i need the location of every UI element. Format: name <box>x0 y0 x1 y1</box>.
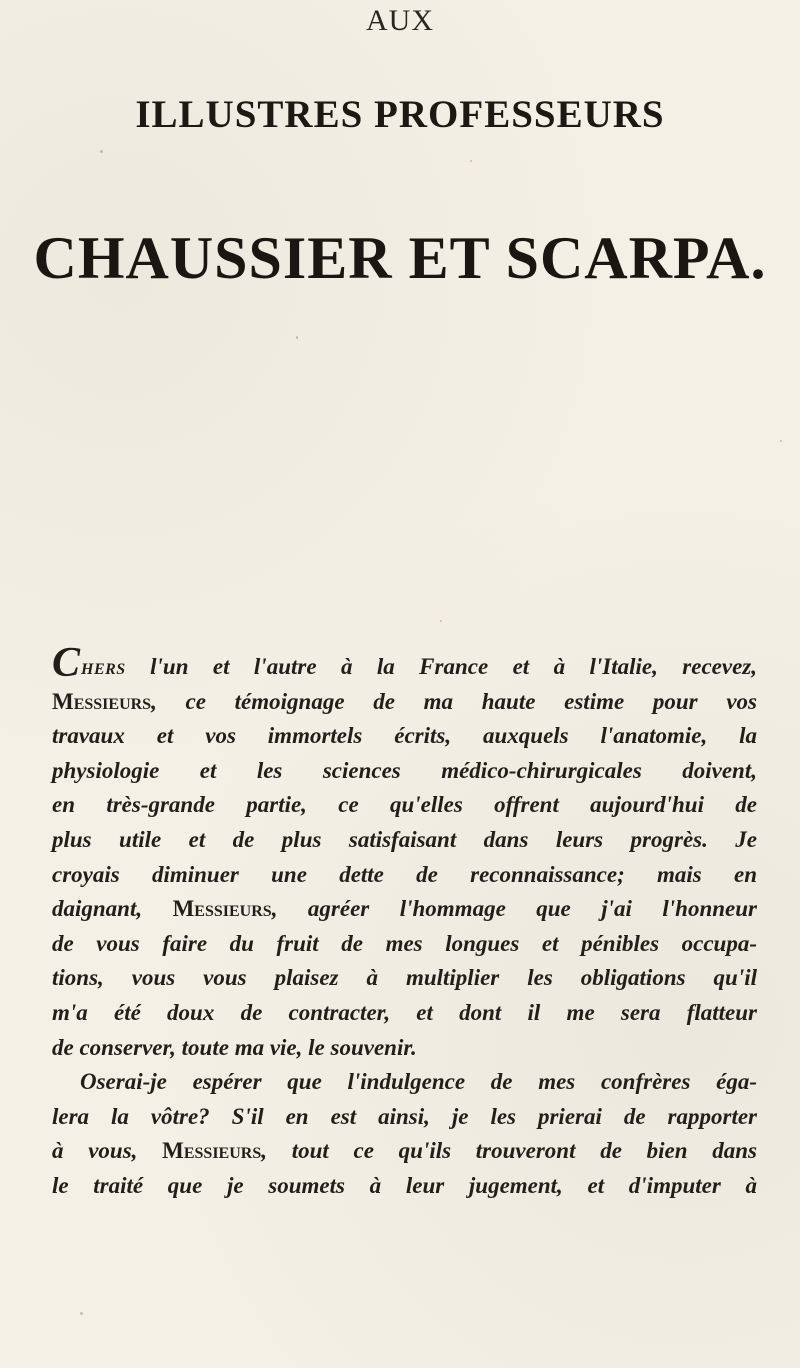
letter-line-11: m'a été doux de contracter, et dont il me sera flatteur <box>52 999 757 1025</box>
letter-line-15: à vous, Messieurs, tout ce qu'ils trouveront de bien dans <box>52 1138 757 1164</box>
letter-line-16: le traité que je soumets à leur jugement, et d'imputer à <box>52 1172 757 1198</box>
letter-line-6: plus utile et de plus satisfaisant dans leurs progrès. Je <box>52 826 757 852</box>
letter-line-4: physiologie et les sciences médico-chirurgicales doivent, <box>52 757 757 783</box>
letter-line-12: de conserver, toute ma vie, le souvenir. <box>52 1034 417 1060</box>
letter-line-5: en très-grande partie, ce qu'elles offrent aujourd'hui de <box>52 792 757 818</box>
dedication-letter <box>52 640 757 1204</box>
dedication-names: CHAUSSIER ET SCARPA. <box>33 225 767 291</box>
letter-line-13: Oserai-je espérer que l'indulgence de mes confrères éga- <box>80 1069 757 1095</box>
dedication-aux: AUX <box>366 4 434 37</box>
letter-line-2: Messieurs, ce témoignage de ma haute estime pour vos <box>52 688 757 714</box>
letter-line-8: daignant, Messieurs, agréer l'hommage que j'ai l'honneur <box>52 896 757 922</box>
letter-line-1: Chers l'un et l'autre à la France et à l'Italie, recevez, <box>52 640 757 686</box>
letter-line-7: croyais diminuer une dette de reconnaissance; mais en <box>52 861 757 887</box>
letter-line-3: travaux et vos immortels écrits, auxquels l'anatomie, la <box>52 723 757 749</box>
letter-line-9: de vous faire du fruit de mes longues et pénibles occupa- <box>52 930 757 956</box>
drop-cap: C <box>52 640 81 686</box>
dedication-subtitle: ILLUSTRES PROFESSEURS <box>135 93 665 136</box>
letter-line-10: tions, vous vous plaisez à multiplier les obligations qu'il <box>52 965 757 991</box>
letter-line-14: lera la vôtre? S'il en est ainsi, je les prierai de rapporter <box>52 1103 757 1129</box>
